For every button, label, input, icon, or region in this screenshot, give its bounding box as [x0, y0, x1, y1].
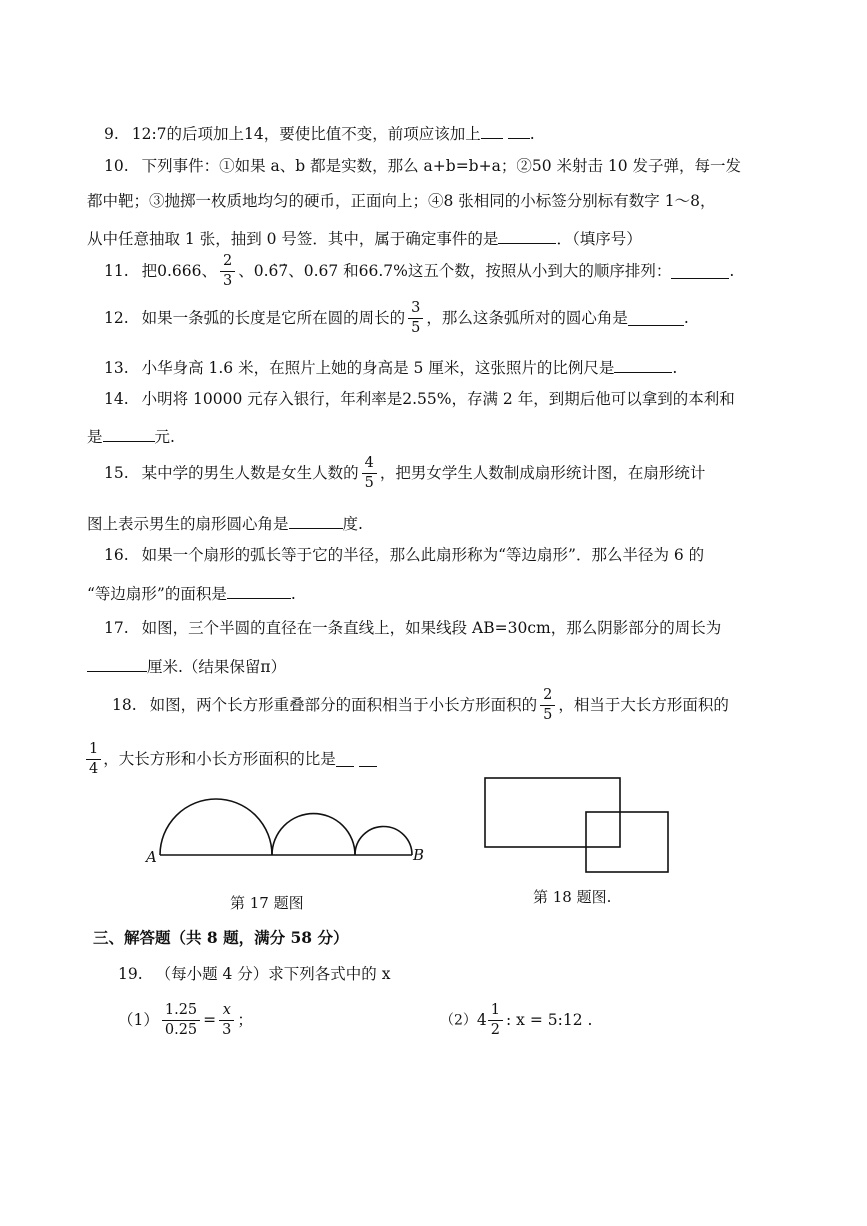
- question-number: 12.: [104, 308, 129, 327]
- question-16-line-2: “等边扇形”的面积是 .: [87, 585, 296, 603]
- question-12: 12. 如果一条弧的长度是它所在圆的周长的 $\frac{3}{5}$ ，那么这条弧所对的圆心角是 .: [104, 300, 689, 337]
- large-semicircle: [160, 799, 272, 855]
- question-19-part-1: （1） $\frac{1.25}{0.25}$ = $\frac{x}{3}$ ；: [118, 1002, 253, 1039]
- question-number: 17.: [104, 619, 129, 637]
- small-semicircle: [355, 827, 412, 856]
- fraction: $\frac{x}{3}$: [219, 1003, 234, 1038]
- answer-blank: [103, 427, 155, 442]
- mixed-number: 4 $\frac{1}{2}$: [477, 1003, 506, 1038]
- question-17-line-1: 17. 如图，三个半圆的直径在一条直线上，如果线段 AB=30cm，那么阴影部分的周长为: [104, 619, 722, 637]
- answer-blank: [87, 657, 147, 672]
- answer-blank: [671, 264, 729, 279]
- question-14-line-1: 14. 小明将 10000 元存入银行，年利率是2.55%，存满 2 年，到期后他可以拿到的本利和: [104, 390, 735, 408]
- fraction: $\frac{1}{2}$: [488, 1003, 503, 1038]
- answer-blank: [628, 311, 684, 326]
- answer-blank: [481, 124, 503, 139]
- question-text: 下列事件：①如果 a、b 都是实数，那么 a+b=b+a；②50 米射击 10 发子弹，每一发: [141, 157, 742, 175]
- answer-blank: [359, 752, 377, 767]
- question-text: 从中任意抽取 1 张，抽到 0 号签．其中，属于确定事件的是: [87, 230, 499, 248]
- figure-18-rectangles: [480, 775, 680, 885]
- answer-blank: [498, 229, 556, 244]
- answer-blank: [508, 124, 530, 139]
- question-15-line-2: 图上表示男生的扇形圆心角是 度.: [87, 515, 363, 533]
- question-number: 16.: [104, 546, 129, 564]
- question-16-line-1: 16. 如果一个扇形的弧长等于它的半径，那么此扇形称为“等边扇形”．那么半径为 6 的: [104, 546, 705, 564]
- answer-blank: [336, 752, 354, 767]
- fraction: $\frac{2}{5}$: [540, 688, 555, 723]
- question-19: 19. （每小题 4 分）求下列各式中的 x: [118, 965, 391, 983]
- question-18-line-2: $\frac{1}{4}$ ，大长方形和小长方形面积的比是: [86, 742, 377, 777]
- question-18-line-1: 18. 如图，两个长方形重叠部分的面积相当于小长方形面积的 $\frac{2}{5}$ ，相当于大长方形面积的: [112, 687, 729, 724]
- question-9: 9. 12:7的后项加上14，要使比值不变，前项应该加上 .: [104, 125, 535, 143]
- question-number: 9.: [104, 125, 119, 143]
- question-10-line-1: [104, 159, 741, 175]
- question-15-line-1: 15. 某中学的男生人数是女生人数的 $\frac{4}{5}$ ，把男女学生人数制成扇形统计图，在扇形统计: [104, 455, 706, 492]
- question-11: 11. 把0.666、 $\frac{2}{3}$ 、0.6̇7̇、0.67 和66.7%这五个数，按照从小到大的顺序排列： .: [104, 253, 735, 290]
- question-17-line-2: 厘米.（结果保留π）: [87, 657, 286, 676]
- question-number: 18.: [112, 695, 137, 714]
- question-number: 15.: [104, 463, 129, 482]
- question-10-line-3: 从中任意抽取 1 张，抽到 0 号签．其中，属于确定事件的是 ．（填序号）: [87, 230, 642, 248]
- question-text: 12:7的后项加上14，要使比值不变，前项应该加上: [131, 125, 481, 143]
- fraction: $\frac{1.25}{0.25}$: [162, 1003, 200, 1038]
- section-3-heading: 三、解答题（共 8 题，满分 58 分）: [93, 928, 349, 947]
- fraction: $\frac{3}{5}$: [408, 301, 423, 336]
- medium-semicircle: [272, 814, 355, 855]
- question-text: 都中靶；③抛掷一枚质地均匀的硬币，正面向上；④8 张相同的小标签分别标有数字 1～8，: [87, 192, 716, 210]
- figure-17-caption: 第 17 题图: [230, 894, 304, 912]
- question-number: 10.: [104, 157, 129, 175]
- question-14-line-2: 是 元.: [87, 428, 175, 446]
- fraction: $\frac{1}{4}$: [86, 742, 101, 777]
- answer-blank: [227, 584, 291, 599]
- answer-blank: [289, 514, 343, 529]
- small-rectangle: [586, 812, 668, 872]
- question-13: 13. 小华身高 1.6 米，在照片上她的身高是 5 厘米，这张照片的比例尺是 .: [104, 359, 678, 377]
- question-number: 11.: [104, 261, 129, 280]
- fraction: $\frac{4}{5}$: [362, 456, 377, 491]
- question-number: 14.: [104, 390, 129, 408]
- question-10-line-2: [87, 194, 715, 210]
- question-number: 19.: [118, 965, 143, 983]
- question-19-part-2: （2）4 $\frac{1}{2}$ : x = 5:12 .: [440, 1002, 593, 1039]
- fraction: $\frac{2}{3}$: [220, 254, 235, 289]
- answer-blank: [614, 358, 672, 373]
- figure-17-semicircles: [150, 790, 450, 870]
- point-b-label: B: [413, 846, 425, 864]
- figure-18-caption: 第 18 题图.: [533, 888, 612, 906]
- question-number: 13.: [104, 359, 129, 377]
- point-a-label: A: [146, 848, 157, 866]
